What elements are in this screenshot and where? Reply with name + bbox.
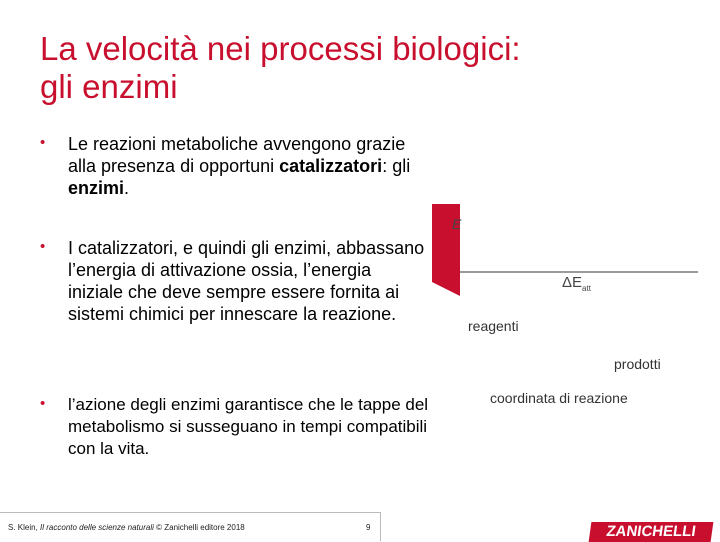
title-line-2: gli enzimi: [40, 68, 178, 105]
bullet-dot-icon: •: [40, 134, 46, 151]
page-number: 9: [366, 523, 371, 532]
bullet-item-3: [40, 394, 440, 460]
title-line-1: La velocità nei processi biologici:: [40, 30, 521, 67]
energy-diagram-graphic: [428, 200, 720, 420]
bold-term: catalizzatori: [279, 156, 383, 176]
prodotti-label: prodotti: [614, 356, 661, 372]
slide-footer: [0, 512, 720, 540]
bullet-dot-icon: •: [40, 238, 46, 255]
reagenti-label: reagenti: [468, 318, 519, 334]
bullet-dot-icon: •: [40, 395, 46, 412]
bullet-item-1: [40, 133, 430, 199]
bullet-text: I catalizzatori, e quindi gli enzimi, abbassano l’energia di attivazione ossia, l’energia iniziale che deve sempre essere fornita ai sistemi chimici per innescare la reazione.: [68, 238, 425, 324]
bullet-item-2: [40, 237, 430, 325]
y-axis-label: E: [452, 216, 462, 232]
publisher-logo: ZANICHELLI: [589, 522, 714, 542]
x-axis-label: coordinata di reazione: [490, 390, 628, 406]
bold-term: enzimi: [68, 178, 125, 198]
bullet-text: Le reazioni metaboliche avvengono grazie alla presenza di opportuni catalizzatori: gli enzimi.: [68, 134, 411, 198]
bullet-text: l’azione degli enzimi garantisce che le tappe del metabolismo si susseguano in tempi compatibili con la vita.: [68, 395, 429, 458]
delta-e-label: $\Delta E_{att}$: [562, 274, 591, 293]
slide-title: [40, 30, 680, 106]
footer-credit: S. Klein, Il racconto delle scienze naturali © Zanichelli editore 2018: [8, 523, 245, 532]
energy-diagram: [428, 200, 720, 420]
